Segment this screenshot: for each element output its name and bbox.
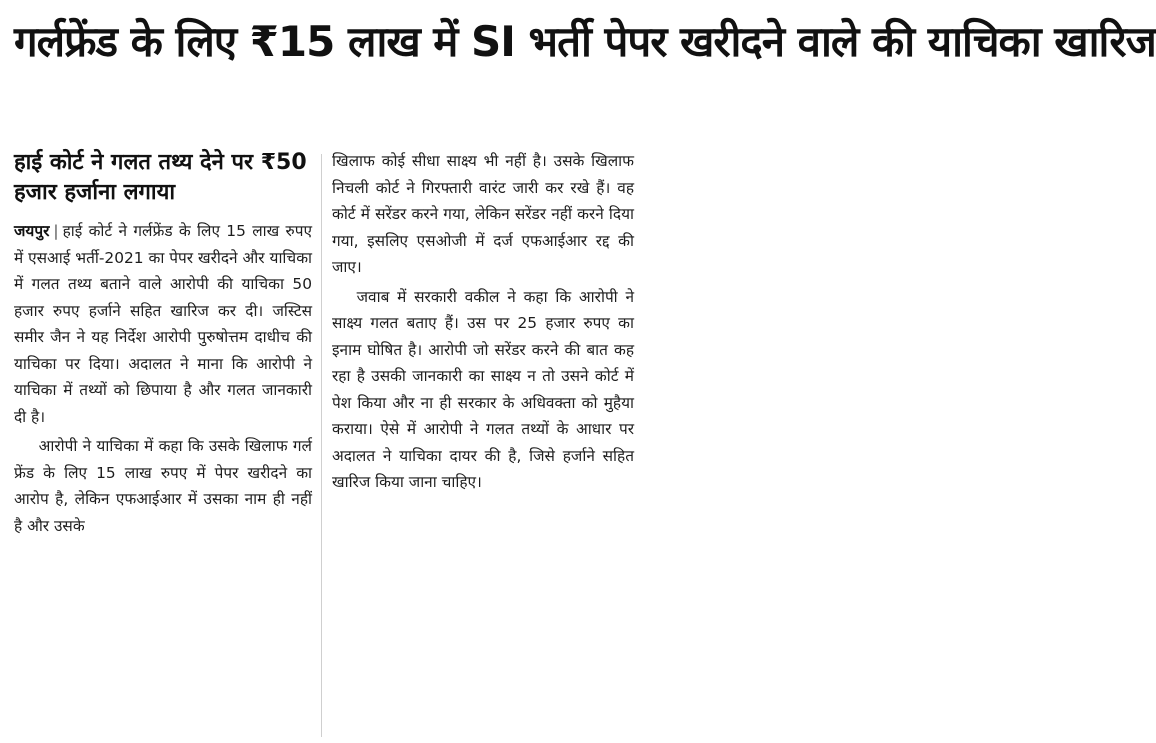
paragraph-1 <box>14 218 312 430</box>
column-divider <box>321 154 322 737</box>
paragraph-2-continued: खिलाफ कोई सीधा साक्ष्य भी नहीं है। उसके खिलाफ निचली कोर्ट ने गिरफ्तारी वारंट जारी कर रखे हैं। वह कोर्ट में सरेंडर करने गया, लेकिन सरेंडर नहीं करने दिया गया, इसलिए एसओजी में दर्ज एफआईआर रद्द की जाए। <box>332 152 634 276</box>
right-column <box>332 148 634 743</box>
dateline: जयपुर <box>14 222 50 240</box>
paragraph-2: आरोपी ने याचिका में कहा कि उसके खिलाफ गर्ल फ्रेंड के लिए 15 लाख रुपए में पेपर खरीदने का आरोप है, लेकिन एफआईआर में उसका नाम ही नहीं है और उसके <box>14 437 312 535</box>
article-body <box>14 148 639 743</box>
paragraph-1-text: हाई कोर्ट ने गर्लफ्रेंड के लिए 15 लाख रुपए में एसआई भर्ती-2021 का पेपर खरीदने और याचिका में गलत तथ्य बताने वाले आरोपी की याचिका 50 हजार रुपए हर्जाने सहित खारिज कर दी। जस्टिस समीर जैन ने यह निर्देश आरोपी पुरुषोत्तम दाधीच की याचिका पर दिया। अदालत ने माना कि आरोपी ने याचिका में तथ्यों को छिपाया है और गलत जानकारी दी है। <box>14 222 312 426</box>
headline: गर्लफ्रेंड के लिए ₹15 लाख में SI भर्ती पेपर खरीदने वाले की याचिका खारिज <box>14 17 1156 66</box>
left-column <box>14 148 312 743</box>
paragraph-3: जवाब में सरकारी वकील ने कहा कि आरोपी ने साक्ष्य गलत बताए हैं। उस पर 25 हजार रुपए का इनाम घोषित है। आरोपी जो सरेंडर करने की बात कह रहा है उसकी जानकारी का साक्ष्य न तो उसने कोर्ट में पेश किया और ना ही सरकार के अधिवक्ता को मुहैया कराया। ऐसे में आरोपी ने गलत तथ्यों के आधार पर अदालत ने याचिका दायर की है, जिसे हर्जाने सहित खारिज किया जाना चाहिए। <box>332 287 634 491</box>
subheadline: हाई कोर्ट ने गलत तथ्य देने पर ₹50 हजार हर्जाना लगाया <box>14 150 307 205</box>
dateline-separator: | <box>53 222 59 240</box>
